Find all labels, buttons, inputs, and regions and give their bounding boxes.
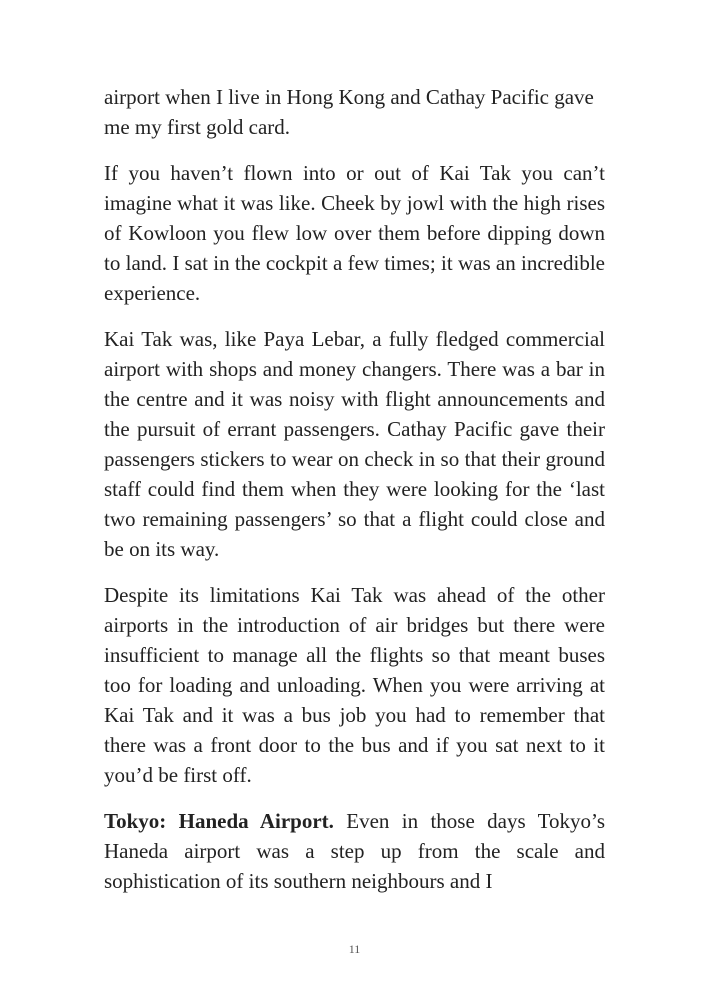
paragraph-text: Kai Tak was, like Paya Lebar, a fully fledged commercial airport with shops and money changers. There was a bar in the centre and it was noisy with flight announcements and the pursuit of errant passengers. Cathay Pacific gave their passengers stickers to wear on check in so that their ground staff could find them when they were looking for the ‘last two remaining passengers’ so that a flight could close and be on its way. xyxy=(104,327,605,561)
section-heading-tokyo: Tokyo: Haneda Airport. xyxy=(104,809,334,833)
paragraph-text: Despite its limitations Kai Tak was ahead of the other airports in the introduction of air bridges but there were insufficient to manage all the flights so that meant buses too for loading and unloading. When you were arriving at Kai Tak and it was a bus job you had to remember that there was a front door to the bus and if you sat next to it you’d be first off. xyxy=(104,583,605,787)
paragraph-text: airport when I live in Hong Kong and Cathay Pacific gave me my first gold card. xyxy=(104,85,594,139)
paragraph-3 xyxy=(104,324,605,564)
paragraph-4 xyxy=(104,580,605,790)
body-text xyxy=(104,82,605,912)
paragraph-text: Even in those days Tokyo’s Haneda airport was a step up from the scale and sophistication of its southern neighbours and I xyxy=(104,809,606,893)
page-number: 11 xyxy=(348,942,361,956)
paragraph-1 xyxy=(104,82,605,142)
paragraph-text: If you haven’t flown into or out of Kai Tak you can’t imagine what it was like. Cheek by jowl with the high rises of Kowloon you flew low over them before dipping down to land. I sat in the cockpit a few times; it was an incredible experience. xyxy=(104,161,605,305)
paragraph-2 xyxy=(104,158,605,308)
paragraph-5 xyxy=(104,806,605,896)
